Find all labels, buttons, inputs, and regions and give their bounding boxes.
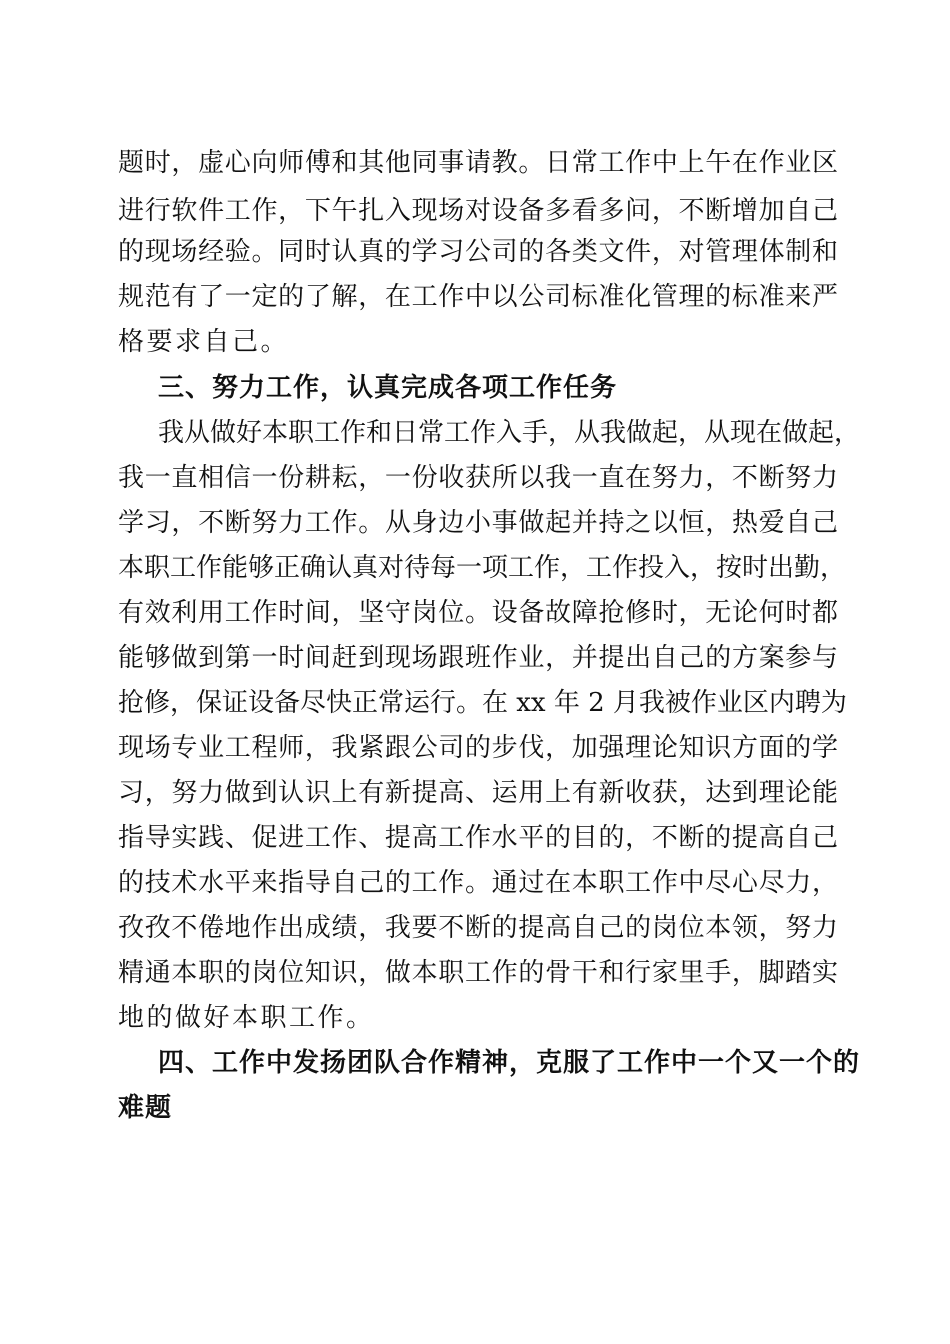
paragraph-line: 我一直相信一份耕耘，一份收获所以我一直在努力，不断努力 xyxy=(118,463,838,493)
paragraph-line: 指导实践、促进工作、提高工作水平的目的，不断的提高自己 xyxy=(118,823,838,853)
paragraph-line: 进行软件工作，下午扎入现场对设备多看多问，不断增加自己 xyxy=(118,196,838,226)
paragraph-line: 习，努力做到认识上有新提高、运用上有新收获，达到理论能 xyxy=(118,778,838,808)
paragraph-line: 有效利用工作时间，坚守岗位。设备故障抢修时，无论何时都 xyxy=(118,598,838,628)
paragraph-line: 现场专业工程师，我紧跟公司的步伐，加强理论知识方面的学 xyxy=(118,733,838,763)
paragraph-line: 学习，不断努力工作。从身边小事做起并持之以恒，热爱自己 xyxy=(118,508,838,538)
paragraph-line: 抢修，保证设备尽快正常运行。在 xx 年 2 月我被作业区内聘为 xyxy=(118,688,847,718)
paragraph-line: 地的做好本职工作。 xyxy=(118,1003,375,1033)
paragraph-line: 的技术水平来指导自己的工作。通过在本职工作中尽心尽力， xyxy=(118,868,838,898)
paragraph-line: 的现场经验。同时认真的学习公司的各类文件，对管理体制和 xyxy=(118,237,838,267)
section-heading: 四、工作中发扬团队合作精神，克服了工作中一个又一个的 xyxy=(158,1048,861,1078)
section-heading: 难题 xyxy=(118,1093,173,1123)
paragraph-line: 题时，虚心向师傅和其他同事请教。日常工作中上午在作业区 xyxy=(118,148,838,178)
paragraph-line: 本职工作能够正确认真对待每一项工作，工作投入，按时出勤， xyxy=(118,553,847,583)
paragraph-line: 格要求自己。 xyxy=(118,327,290,357)
paragraph-line: 规范有了一定的了解，在工作中以公司标准化管理的标准来严 xyxy=(118,282,838,312)
paragraph-line: 能够做到第一时间赶到现场跟班作业，并提出自己的方案参与 xyxy=(118,643,838,673)
paragraph-line: 我从做好本职工作和日常工作入手，从我做起，从现在做起， xyxy=(158,418,861,448)
paragraph-line: 孜孜不倦地作出成绩，我要不断的提高自己的岗位本领，努力 xyxy=(118,913,838,943)
paragraph-line: 精通本职的岗位知识，做本职工作的骨干和行家里手，脚踏实 xyxy=(118,958,838,988)
section-heading: 三、努力工作，认真完成各项工作任务 xyxy=(158,373,618,403)
